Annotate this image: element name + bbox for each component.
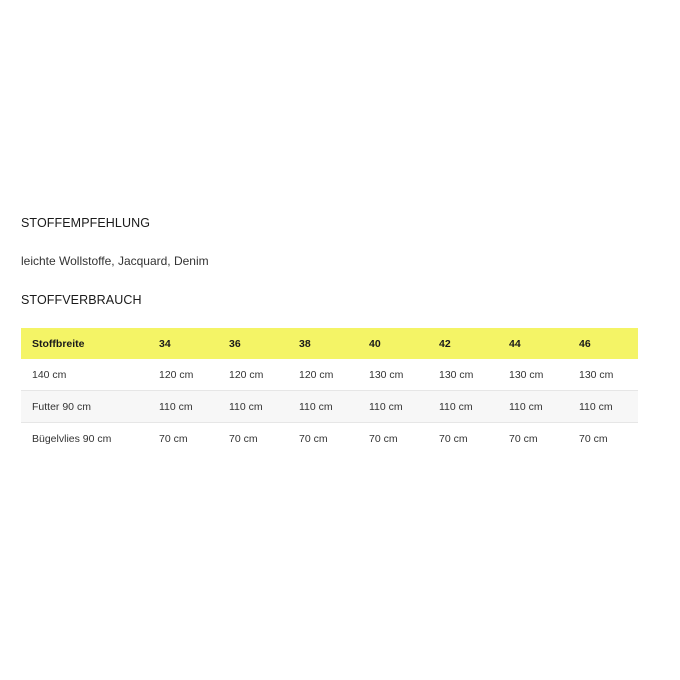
- header-size: 40: [369, 337, 381, 350]
- table-cell: 70 cm: [358, 423, 428, 455]
- table-cell: 120 cm: [288, 359, 358, 391]
- table-cell: 110 cm: [428, 391, 498, 423]
- table-row: [21, 391, 638, 423]
- table-cell: 130 cm: [358, 359, 428, 391]
- table-cell: 130 cm: [498, 359, 568, 391]
- header-size: 44: [509, 337, 521, 350]
- table-cell: 70 cm: [498, 423, 568, 455]
- header-size: 36: [229, 337, 241, 350]
- table-cell: 70 cm: [568, 423, 638, 455]
- table-cell: 110 cm: [358, 391, 428, 423]
- table-header-row: [21, 328, 638, 359]
- table-cell: 70 cm: [428, 423, 498, 455]
- product-details: [21, 214, 638, 454]
- table-cell: 130 cm: [428, 359, 498, 391]
- table-cell: 110 cm: [148, 391, 218, 423]
- table-cell: 110 cm: [498, 391, 568, 423]
- row-label: Bügelvlies 90 cm: [21, 423, 148, 455]
- fabric-consumption-table: [21, 328, 638, 454]
- table-cell: 120 cm: [218, 359, 288, 391]
- header-size: 46: [579, 337, 591, 350]
- header-size: 34: [159, 337, 171, 350]
- header-fabric-width: Stoffbreite: [32, 337, 85, 350]
- table-cell: 110 cm: [288, 391, 358, 423]
- table-cell: 110 cm: [568, 391, 638, 423]
- row-label: Futter 90 cm: [21, 391, 148, 423]
- fabric-recommendation-text: leichte Wollstoffe, Jacquard, Denim: [21, 254, 209, 268]
- table-cell: 70 cm: [148, 423, 218, 455]
- table-cell: 70 cm: [288, 423, 358, 455]
- table-row: [21, 359, 638, 391]
- table-row: [21, 423, 638, 455]
- header-size: 38: [299, 337, 311, 350]
- fabric-consumption-heading: STOFFVERBRAUCH: [21, 293, 142, 307]
- table-cell: 130 cm: [568, 359, 638, 391]
- table-cell: 110 cm: [218, 391, 288, 423]
- fabric-recommendation-heading: STOFFEMPFEHLUNG: [21, 216, 151, 230]
- header-size: 42: [439, 337, 451, 350]
- table-cell: 70 cm: [218, 423, 288, 455]
- row-label: 140 cm: [21, 359, 148, 391]
- table-cell: 120 cm: [148, 359, 218, 391]
